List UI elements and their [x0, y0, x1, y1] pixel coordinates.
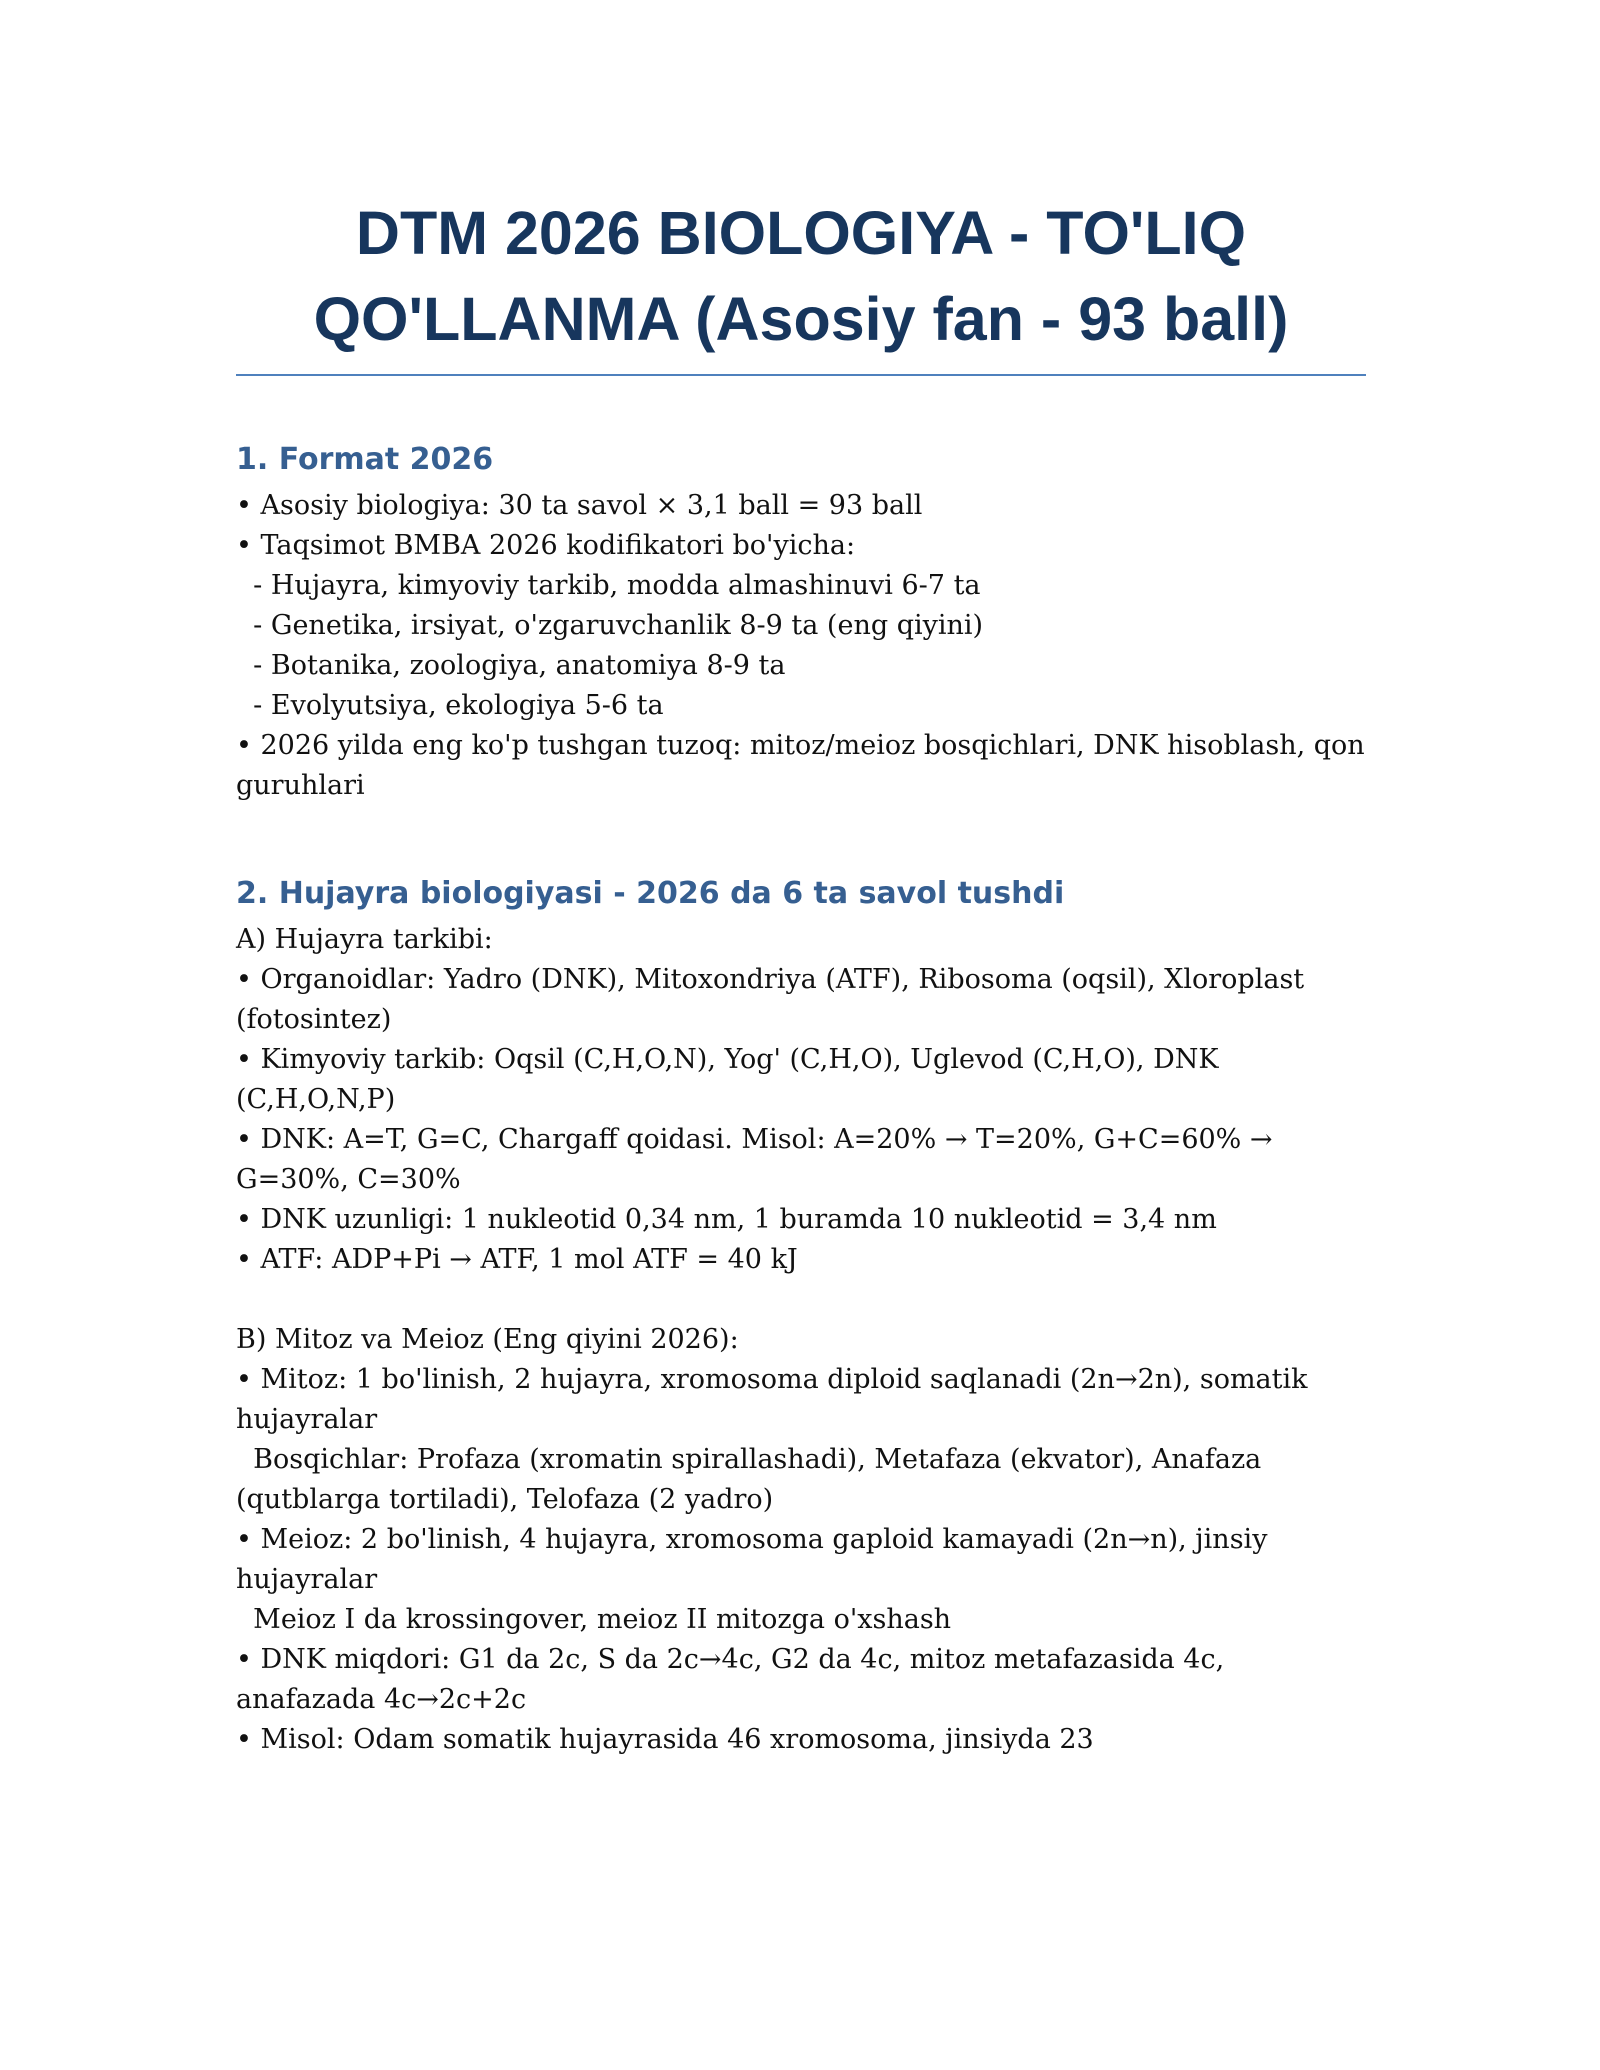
body-line: - Genetika, irsiyat, o'zgaruvchanlik 8-9 ta (eng qiyini): [236, 610, 984, 641]
body-line: - Evolyutsiya, ekologiya 5-6 ta: [236, 690, 664, 721]
section-heading: 1. Format 2026: [236, 442, 494, 477]
body-line: • Kimyoviy tarkib: Oqsil (C,H,O,N), Yog' (C,H,O), Uglevod (C,H,O), DNK (C,H,O,N,P): [236, 1044, 1228, 1115]
body-line: • Meioz: 2 bo'linish, 4 hujayra, xromosoma gaploid kamayadi (2n→n), jinsiy hujayralar: [236, 1524, 1277, 1595]
body-line: - Botanika, zoologiya, anatomiya 8-9 ta: [236, 650, 786, 681]
section-heading: 2. Hujayra biologiyasi - 2026 da 6 ta savol tushdi: [236, 876, 1065, 911]
body-line: • Organoidlar: Yadro (DNK), Mitoxondriya (ATF), Ribosoma (oqsil), Xloroplast (fotosintez): [236, 964, 1313, 1035]
document-body: [236, 440, 1374, 1760]
body-line: • Asosiy biologiya: 30 ta savol × 3,1 ball = 93 ball: [236, 490, 923, 521]
body-line: B) Mitoz va Meioz (Eng qiyini 2026):: [236, 1324, 739, 1355]
body-line: Bosqichlar: Profaza (xromatin spirallashadi), Metafaza (ekvator), Anafaza (qutblarga tortiladi), Telofaza (2 yadro): [236, 1444, 1270, 1515]
body-line: • DNK: A=T, G=C, Chargaff qoidasi. Misol: A=20% → T=20%, G+C=60% → G=30%, C=30%: [236, 1124, 1282, 1195]
body-line: • Taqsimot BMBA 2026 kodifikatori bo'yicha:: [236, 530, 856, 561]
section-1: [236, 440, 1374, 806]
body-line: • 2026 yilda eng ko'p tushgan tuzoq: mitoz/meioz bosqichlari, DNK hisoblash, qon guruhlari: [236, 730, 1374, 801]
document-page: [236, 190, 1374, 1760]
body-line: • DNK miqdori: G1 da 2c, S da 2c→4c, G2 da 4c, mitoz metafazasida 4c, anafazada 4c→2c+2c: [236, 1644, 1233, 1715]
body-line: • DNK uzunligi: 1 nukleotid 0,34 nm, 1 buramda 10 nukleotid = 3,4 nm: [236, 1204, 1217, 1235]
body-line: A) Hujayra tarkibi:: [236, 924, 493, 955]
paragraph-spacer: [236, 1280, 1366, 1320]
body-line: Meioz I da krossingover, meioz II mitozga o'xshash: [236, 1604, 952, 1635]
body-line: - Hujayra, kimyoviy tarkib, modda almashinuvi 6-7 ta: [236, 570, 981, 601]
document-title: DTM 2026 BIOLOGIYA - TO'LIQ QO'LLANMA (Asosiy fan - 93 ball): [236, 190, 1366, 376]
body-line: • Mitoz: 1 bo'linish, 2 hujayra, xromosoma diploid saqlanadi (2n→2n), somatik hujayralar: [236, 1364, 1317, 1435]
body-line: • Misol: Odam somatik hujayrasida 46 xromosoma, jinsiyda 23: [236, 1724, 1094, 1755]
section-2: [236, 874, 1366, 1760]
body-line: • ATF: ADP+Pi → ATF, 1 mol ATF = 40 kJ: [236, 1244, 798, 1275]
